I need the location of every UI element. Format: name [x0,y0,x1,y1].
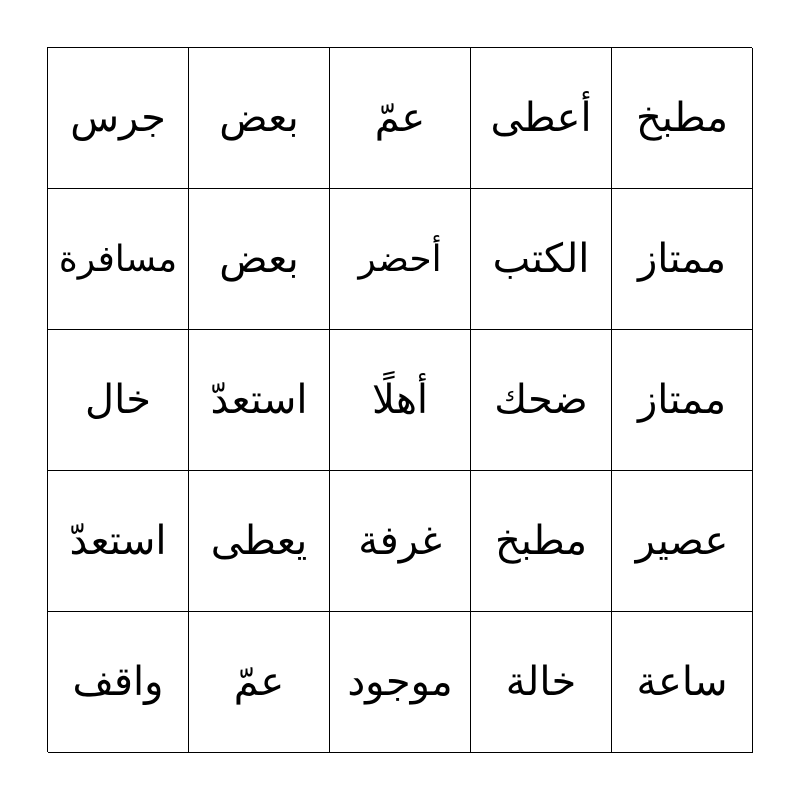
grid-cell[interactable]: مطبخ [471,471,612,612]
grid-cell[interactable]: عمّ [189,612,330,753]
grid-cell[interactable]: خالة [471,612,612,753]
bingo-grid [47,47,752,752]
grid-cell[interactable]: الكتب [471,189,612,330]
grid-cell[interactable]: مسافرة [48,189,189,330]
grid-cell[interactable]: أعطى [471,48,612,189]
grid-cell[interactable]: استعدّ [189,330,330,471]
grid-cell[interactable]: بعض [189,48,330,189]
grid-cell[interactable]: مطبخ [612,48,753,189]
grid-cell[interactable]: أحضر [330,189,471,330]
grid-cell[interactable]: يعطى [189,471,330,612]
grid-cell[interactable]: أهلًا [330,330,471,471]
grid-cell[interactable]: ممتاز [612,189,753,330]
grid-cell[interactable]: جرس [48,48,189,189]
grid-cell[interactable]: بعض [189,189,330,330]
grid-cell[interactable]: ممتاز [612,330,753,471]
grid-cell[interactable]: غرفة [330,471,471,612]
grid-cell[interactable]: عمّ [330,48,471,189]
grid-cell[interactable]: عصير [612,471,753,612]
grid-cell[interactable]: استعدّ [48,471,189,612]
grid-cell[interactable]: واقف [48,612,189,753]
grid-cell[interactable]: خال [48,330,189,471]
grid-cell[interactable]: ضحك [471,330,612,471]
grid-cell[interactable]: ساعة [612,612,753,753]
grid-cell[interactable]: موجود [330,612,471,753]
